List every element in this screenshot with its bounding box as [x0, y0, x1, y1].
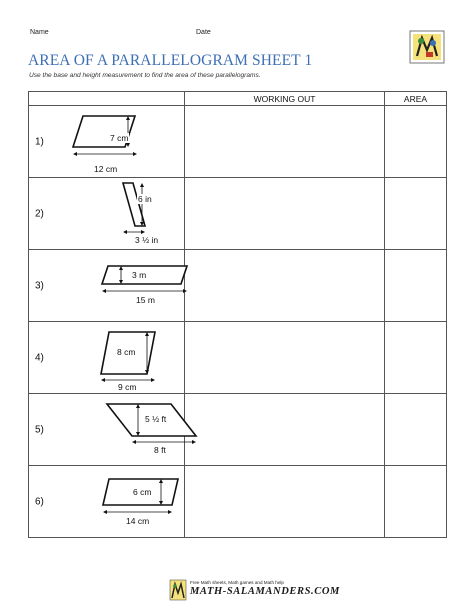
parallelogram-figure [63, 466, 183, 537]
problem-row [29, 322, 447, 394]
problem-row [29, 106, 447, 178]
problem-row [29, 178, 447, 250]
height-label: 6 cm [133, 487, 152, 497]
area-answer-cell[interactable] [385, 250, 447, 322]
problem-row [29, 466, 447, 538]
problem-number: 3) [35, 280, 44, 291]
working-out-header: WORKING OUT [185, 92, 385, 106]
parallelogram-figure [63, 394, 203, 465]
footer-brand: MATH-SALAMANDERS.COM [190, 586, 340, 597]
area-answer-cell[interactable] [385, 466, 447, 538]
area-answer-cell[interactable] [385, 178, 447, 250]
problem-cell [29, 394, 185, 466]
base-label: 3 ½ in [135, 235, 159, 245]
height-label: 7 cm [110, 133, 129, 143]
base-label: 12 cm [94, 164, 118, 174]
area-answer-cell[interactable] [385, 394, 447, 466]
problem-number: 4) [35, 352, 44, 363]
parallelogram-figure [63, 250, 193, 321]
footer-tagline: Free Math sheets, Math games and Math help [190, 580, 284, 585]
area-header: AREA [385, 92, 447, 106]
base-label: 9 cm [118, 382, 137, 392]
working-out-cell[interactable] [185, 322, 385, 394]
parallelogram-figure [63, 106, 153, 177]
working-out-cell[interactable] [185, 466, 385, 538]
working-out-cell[interactable] [185, 250, 385, 322]
date-label: Date [196, 29, 211, 36]
problem-row [29, 394, 447, 466]
problem-number: 1) [35, 136, 44, 147]
height-label: 6 in [138, 194, 152, 204]
working-out-cell[interactable] [185, 106, 385, 178]
footer-branding [168, 577, 340, 603]
worksheet-table [28, 91, 447, 538]
parallelogram-figure [63, 178, 159, 249]
base-label: 8 ft [154, 445, 166, 455]
problem-cell [29, 250, 185, 322]
base-label: 15 m [136, 295, 155, 305]
problem-row [29, 250, 447, 322]
parallelogram-figure [63, 322, 163, 393]
problem-cell [29, 322, 185, 394]
problem-cell [29, 106, 185, 178]
height-label: 8 cm [117, 347, 136, 357]
page-title: AREA OF A PARALLELOGRAM SHEET 1 [28, 52, 313, 69]
problem-number: 5) [35, 424, 44, 435]
table-header-row [29, 92, 447, 106]
problem-column-header [29, 92, 185, 106]
working-out-cell[interactable] [185, 178, 385, 250]
height-label: 5 ½ ft [145, 414, 167, 424]
working-out-cell[interactable] [185, 394, 385, 466]
problem-number: 6) [35, 496, 44, 507]
area-answer-cell[interactable] [385, 322, 447, 394]
problem-cell [29, 466, 185, 538]
base-label: 14 cm [126, 516, 150, 526]
problem-number: 2) [35, 208, 44, 219]
name-label: Name [30, 29, 49, 36]
salamander-footer-icon [168, 578, 188, 607]
salamander-logo-icon [409, 30, 445, 64]
height-label: 3 m [132, 270, 147, 280]
problem-cell [29, 178, 185, 250]
instructions: Use the base and height measurement to find the area of these parallelograms. [29, 72, 261, 79]
area-answer-cell[interactable] [385, 106, 447, 178]
